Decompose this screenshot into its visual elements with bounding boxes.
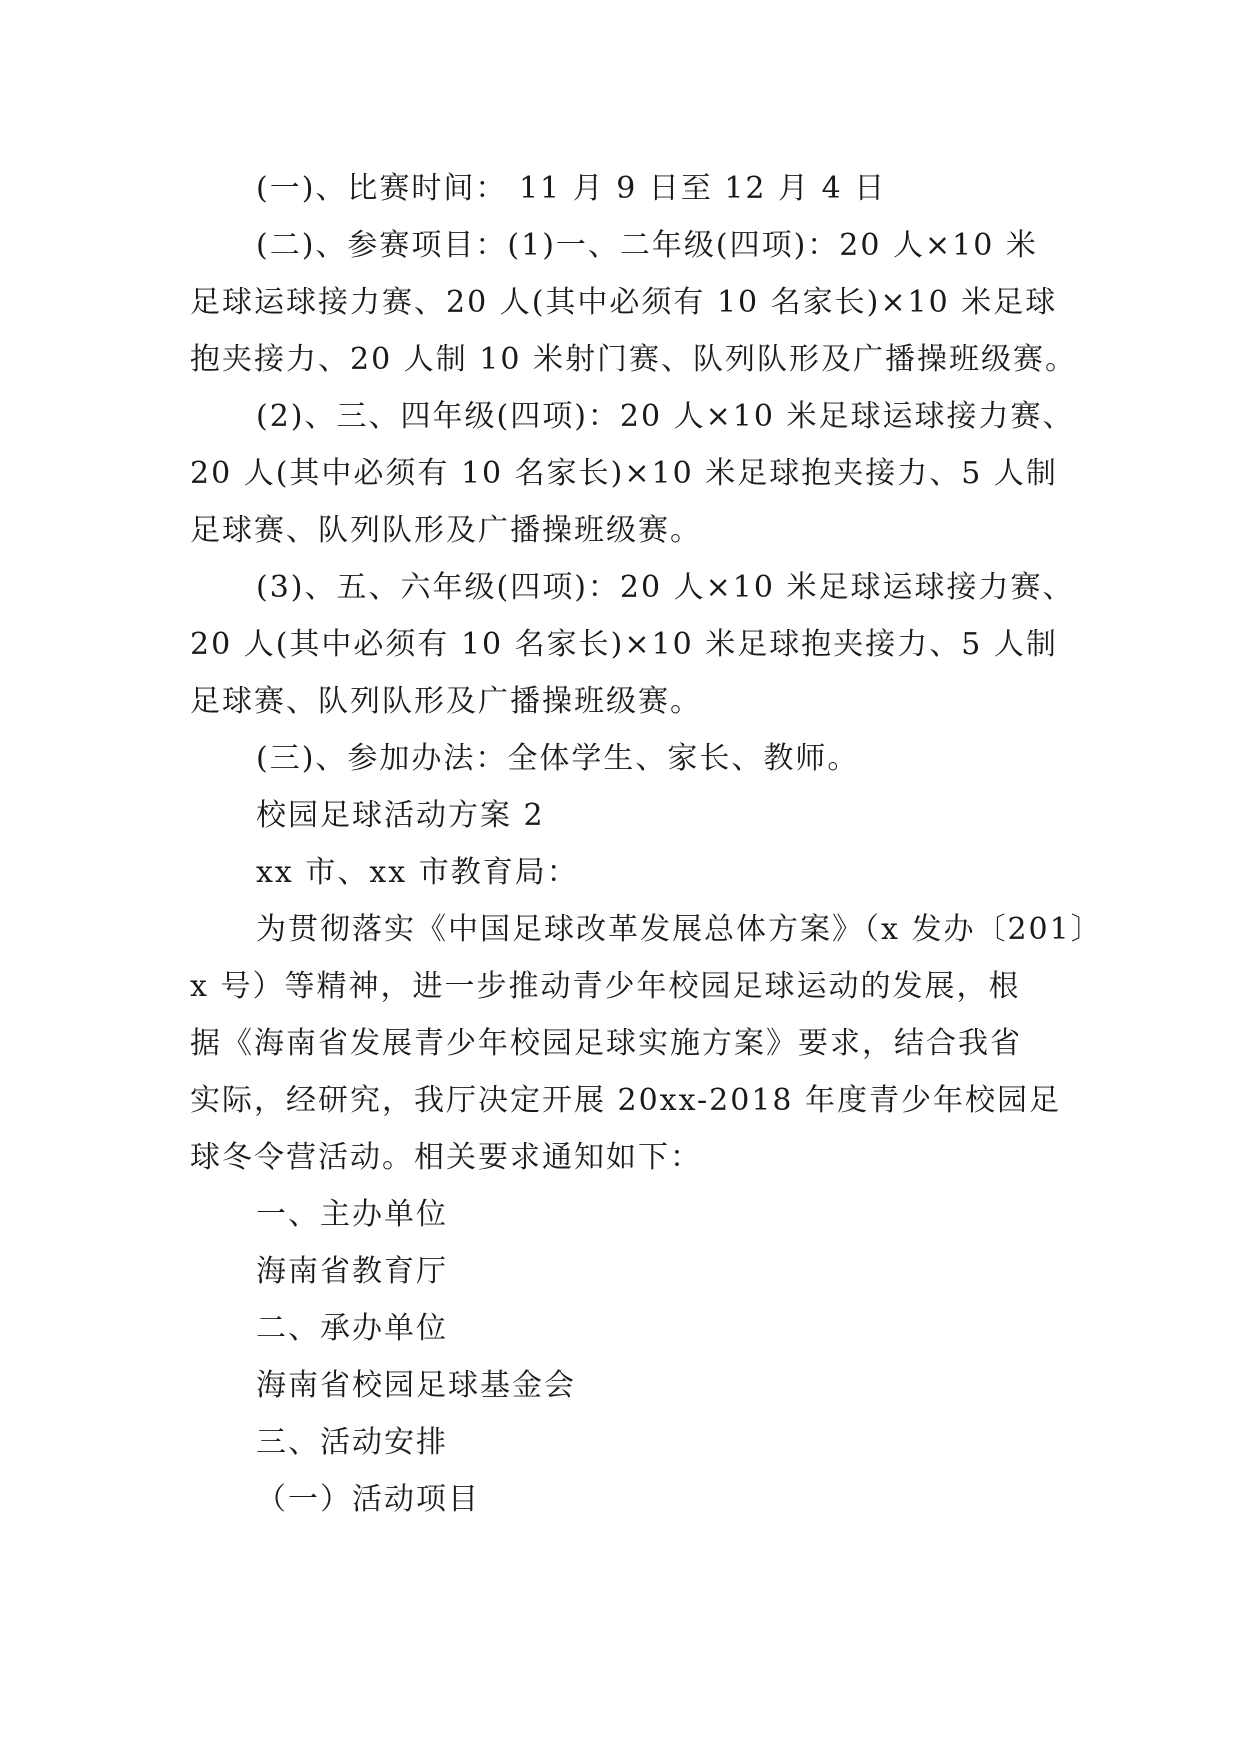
events-grade-1-2-line-2: 足球运球接力赛、20 人(其中必须有 10 名家长)×10 米足球	[190, 285, 1058, 320]
participation-line: (三)、参加办法：全体学生、家长、教师。	[256, 741, 860, 776]
intro-paragraph-line-5: 球冬令营活动。相关要求通知如下：	[190, 1140, 702, 1175]
section-2-body: 海南省校园足球基金会	[256, 1368, 576, 1403]
events-grade-5-6-line-1: (3)、五、六年级(四项)：20 人×10 米足球运球接力赛、	[256, 570, 1075, 605]
events-grade-3-4-line-1: (2)、三、四年级(四项)：20 人×10 米足球运球接力赛、	[256, 399, 1075, 434]
plan-2-title: 校园足球活动方案 2	[256, 798, 545, 833]
section-2-heading: 二、承办单位	[256, 1311, 448, 1346]
race-time-line: (一)、比赛时间： 11 月 9 日至 12 月 4 日	[256, 171, 887, 206]
section-3-subheading-1: （一）活动项目	[256, 1482, 480, 1517]
events-grade-1-2-line-1: (二)、参赛项目：(1)一、二年级(四项)：20 人×10 米	[256, 228, 1038, 263]
intro-paragraph-line-4: 实际，经研究，我厅决定开展 20xx-2018 年度青少年校园足	[190, 1083, 1062, 1118]
events-grade-3-4-line-2: 20 人(其中必须有 10 名家长)×10 米足球抱夹接力、5 人制	[190, 456, 1058, 491]
intro-paragraph-line-3: 据《海南省发展青少年校园足球实施方案》要求，结合我省	[190, 1026, 1022, 1061]
events-grade-5-6-line-3: 足球赛、队列队形及广播操班级赛。	[190, 684, 702, 719]
section-1-body: 海南省教育厅	[256, 1254, 448, 1289]
intro-paragraph-line-1: 为贯彻落实《中国足球改革发展总体方案》（x 发办〔201〕	[256, 912, 1103, 947]
events-grade-3-4-line-3: 足球赛、队列队形及广播操班级赛。	[190, 513, 702, 548]
events-grade-1-2-line-3: 抱夹接力、20 人制 10 米射门赛、队列队形及广播操班级赛。	[190, 342, 1077, 377]
document-body	[190, 160, 1103, 1528]
addressee-line: xx 市、xx 市教育局：	[256, 855, 579, 890]
intro-paragraph-line-2: x 号）等精神，进一步推动青少年校园足球运动的发展，根	[190, 969, 1021, 1004]
section-1-heading: 一、主办单位	[256, 1197, 448, 1232]
section-3-heading: 三、活动安排	[256, 1425, 448, 1460]
events-grade-5-6-line-2: 20 人(其中必须有 10 名家长)×10 米足球抱夹接力、5 人制	[190, 627, 1058, 662]
